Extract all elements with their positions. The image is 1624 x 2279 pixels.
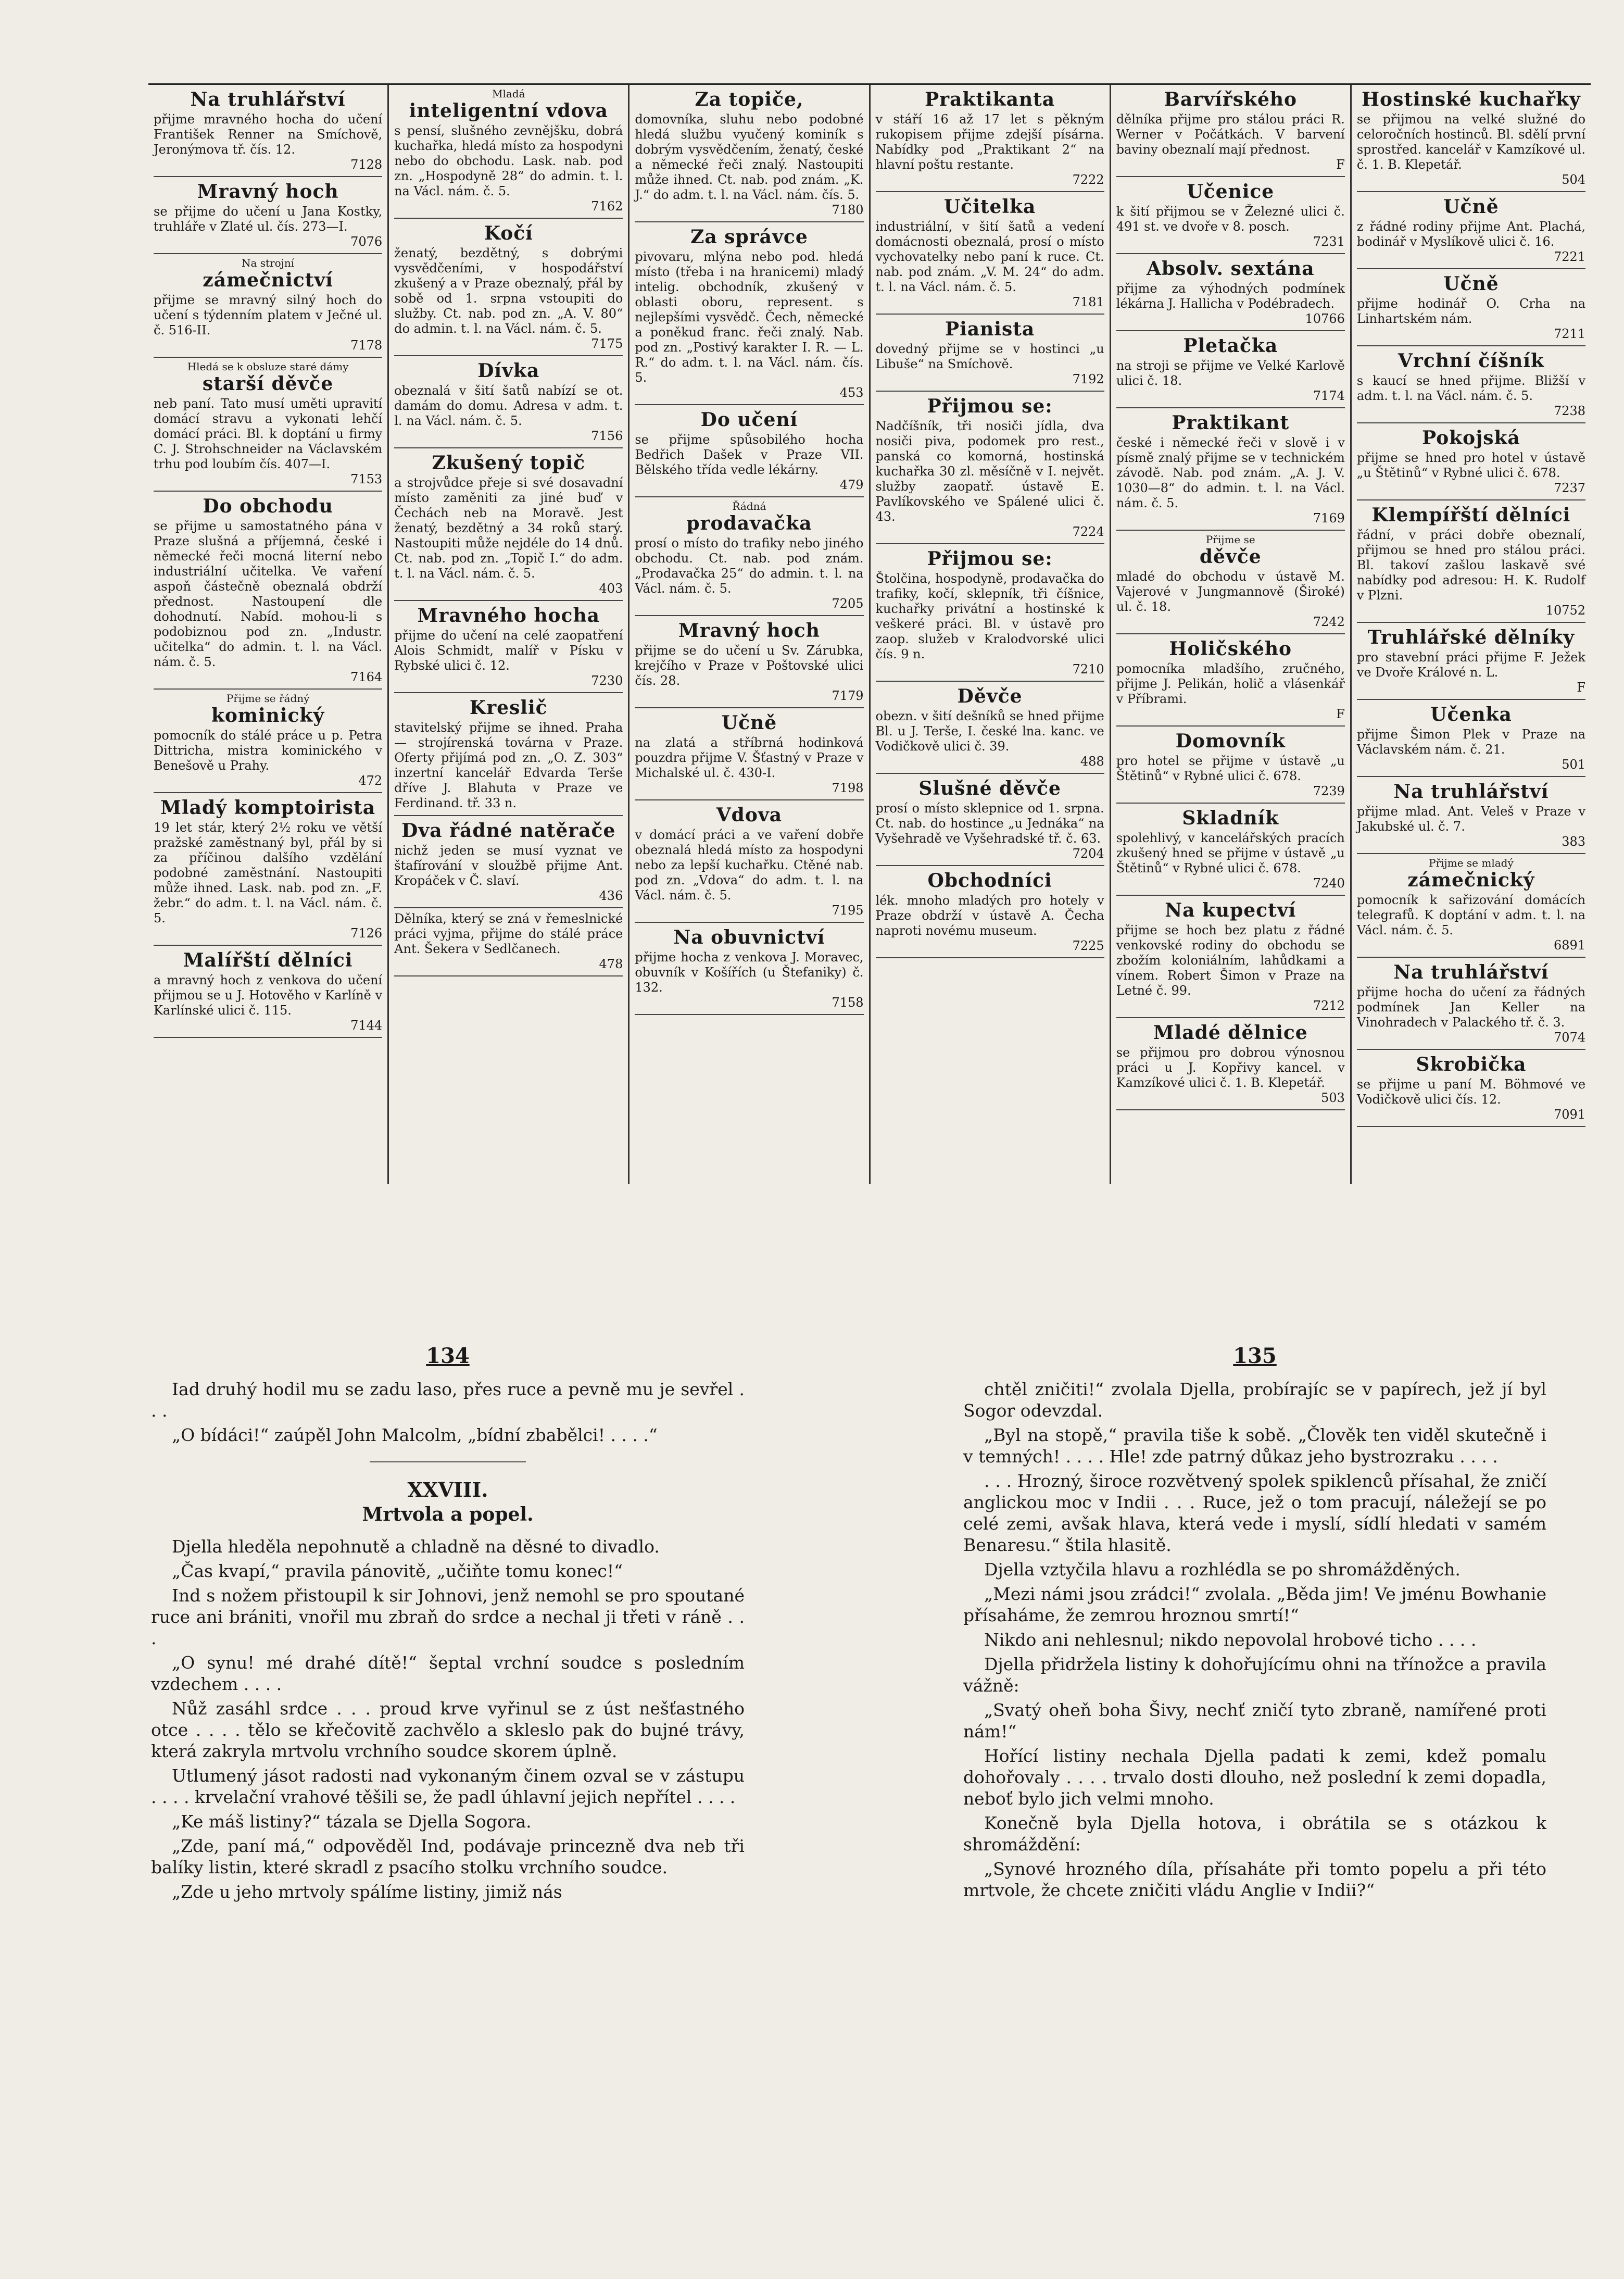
ad-code: 436 [599,888,623,903]
book-paragraph: „Synové hrozného díla, přísaháte při tomto popelu a při této mrtvole, že chcete zničiti vládu Anglie v Indii?“ [963,1859,1546,1900]
ad-prefix: Mladá [492,87,525,100]
book-paragraph: „Byl na stopě,“ pravila tiše k sobě. „Člověk ten viděl skutečně i v temných! . . . . Hle! zde patrný důkaz jeho bystrozraku . . . . [963,1425,1546,1467]
classified-ad [876,682,1104,774]
ad-text: přijme za výhodných podmínek lékárna J. Hallicha v Podébradech. [1116,281,1345,311]
ad-title: Holičského [1169,638,1292,660]
ad-text: přijme hocha do učení za řádných podmínek Jan Keller na Vinohradech v Palackého tř. č. 3. [1356,985,1586,1030]
ad-code: 383 [1562,834,1586,849]
ad-title: Praktikant [1172,412,1290,434]
classified-ad [635,616,863,708]
ad-text: obeznalá v šití šatů nabízí se ot. damám do domu. Adresa v adm. t. l. na Václ. nám. č. 5. [394,383,623,428]
classified-ad [394,219,623,356]
classified-ad [1116,85,1345,177]
ad-text: přijme mlad. Ant. Veleš v Praze v Jakubské ul. č. 7. [1356,804,1586,834]
ad-text: pomocník do stálé práce u p. Petra Dittricha, mistra kominického v Benešově u Prahy. [154,728,383,773]
left-paragraphs-before [151,1379,745,1446]
book-page-right [963,1344,1546,2229]
ad-text: z řádné rodiny přijme Ant. Plachá, bodinář v Myslíkově ulici č. 16. [1356,219,1586,249]
ad-code: 7239 [1313,784,1345,798]
ad-title: Za správce [690,226,808,248]
ad-code: 7230 [591,673,623,688]
classified-ad [1116,727,1345,804]
ad-text: v stáří 16 až 17 let s pěkným rukopisem přijme zdejší písárna. Nabídky pod „Praktikant 2“ na hlavní poštu restante. [875,112,1104,172]
ad-text: dělníka přijme pro stálou práci R. Werner v Počátkách. V barvení baviny obeznalí mají přednost. [1116,112,1345,157]
ad-text: ženatý, bezdětný, s dobrými vysvědčeními, v hospodářství zkušený a v Praze obeznalý, přál by sobě od 1. srpna vstoupiti do služby. Ct. nab. pod zn. „A. V. 80“ do admin. t. l. na Václ. nám. č. 5. [394,246,623,336]
classified-ad [1357,777,1585,854]
ad-title: Učenka [1430,704,1512,725]
chapter-title: Mrtvola a popel. [362,1504,534,1525]
book-paragraph: Djella hleděla nepohnutě a chladně na děsné to divadlo. [172,1536,660,1557]
left-paragraphs-after [151,1536,745,1902]
ad-code: 7238 [1553,404,1586,418]
classified-ad [154,177,382,254]
ad-text: stavitelský přijme se ihned. Praha — strojírenská továrna v Praze. Oferty přijímá pod zn. „O. Z. 303“ inzertní kancelář Edvarda Terše dříve J. Blahuta v Praze ve Ferdinand. tř. 33 n. [394,720,623,810]
classified-ad [635,405,863,497]
ad-text: neb paní. Tato musí uměti upravití domácí stravu a vykonati lehčí domácí práci. Bl. k doptání u firmy C. J. Strohschneider na Václavském trhu pod loubím čís. 407—I. [154,396,383,471]
ads-column [389,85,630,1184]
ad-title: Skladník [1182,807,1279,829]
ad-text: spolehlivý, v kancelářských pracích zkušený hned se přijme v ústavě „u Štětinů“ v Rybné ulici č. 678. [1116,831,1345,875]
classified-ad [876,192,1104,315]
classified-ad [1116,634,1345,727]
ad-title: Mravný hoch [678,620,820,642]
book-paragraph: Ind s nožem přistoupil k sir Johnovi, jenž nemohl se pro spoutané ruce ani brániti, vnořil mu zbraň do srdce a nechal ji třeti v ráně . . . [151,1585,745,1648]
ad-text: na stroji se přijme ve Velké Karlově ulici č. 18. [1116,358,1345,388]
ad-text: s pensí, slušného zevnějšku, dobrá kuchařka, hledá místo za hospodyni nebo do obchodu. Lask. nab. pod zn. „Hospodyně 28“ do admin. t. l. na Václ. nám. č. 5. [394,123,623,198]
ad-title: Obchodníci [927,870,1052,892]
ad-code: 7198 [832,781,864,795]
classified-ad [1357,192,1585,269]
ads-column [1111,85,1352,1184]
right-paragraphs [963,1379,1546,1901]
ad-text: se přijme u samostatného pána v Praze slušná a příjemná, české i německé řeči mocná literní nebo industriální učitelka. Ve vaření aspoň částečně obeznalá obdrží přednost. Nastoupení dle dohodnutí. Nabíd. mohou-li s podobiznou pod zn. „Industr. učitelka“ do admin. t. l. na Václ. nám. č. 5. [154,519,383,669]
classified-ad [1357,85,1585,192]
classified-ad [1357,423,1585,500]
book-paragraph: Hořící listiny nechala Djella padati k zemi, kdež pomalu dohořovaly . . . . trvalo dosti dlouho, než poslední k zemi dopadla, neboť bylo jich velmi mnoho. [963,1746,1546,1809]
ad-title: Na kupectví [1165,899,1296,921]
classified-ad [876,544,1104,682]
book-paragraph: „Ke máš listiny?“ tázala se Djella Sogora. [172,1811,532,1832]
ad-code: 7237 [1553,481,1586,495]
classified-ad [154,492,382,690]
ad-text: přijme hocha z venkova J. Moravec, obuvník v Košířích (u Štefaniky) č. 132. [635,950,864,995]
classified-ad [154,254,382,358]
classified-ad [876,315,1104,392]
classified-ad [154,85,382,177]
page-number-right: 135 [1233,1344,1277,1368]
ad-title: Vrchní číšník [1398,350,1544,372]
ad-code: 7074 [1553,1030,1586,1045]
book-paragraph: „Mezi námi jsou zrádci!“ zvolala. „Běda jim! Ve jménu Bowhanie přísaháme, že zemrou hroznou smrtí!“ [963,1584,1546,1625]
ad-text: v domácí práci a ve vaření dobře obeznalá hledá místo za hospodyni nebo za lepší kuchařku. Ctěné nab. pod zn. „Vdova“ do adm. t. l. na Václ. nám. č. 5. [635,828,864,903]
book-paragraph: Nikdo ani nehlesnul; nikdo nepovolal hrobové ticho . . . . [984,1630,1477,1650]
ad-text: na zlatá a stříbrná hodinková pouzdra přijme V. Šťastný v Praze v Michalské ul. č. 430-I. [635,735,864,780]
ad-text: se přijme u paní M. Böhmové ve Vodičkově ulici čís. 12. [1356,1077,1586,1107]
classified-ad [1357,346,1585,423]
ad-code: F [1336,157,1345,172]
ad-title: Přijmou se: [927,395,1053,417]
ad-code: 7162 [591,199,623,214]
ad-text: přijme se mravný silný hoch do učení s týdenním platem v Ječné ul. č. 516-II. [154,293,383,337]
ad-code: 488 [1080,754,1104,769]
ad-code: 7169 [1313,511,1345,525]
ad-text: pomocník k sařizování domácích telegrafů. K doptání v adm. t. l. na Václ. nám. č. 5. [1356,893,1586,937]
classified-ad [1116,331,1345,408]
ad-code: 7091 [1553,1107,1586,1122]
ad-code: F [1577,680,1586,695]
ad-title: zámečnictví [203,269,333,291]
ad-prefix: Přijme se řádný [226,692,310,705]
ad-text: přijme se do učení u Sv. Zárubka, krejčího v Praze v Poštovské ulici čís. 28. [635,643,864,688]
ad-code: 7180 [832,203,864,217]
ad-text: Štolčina, hospodyně, prodavačka do trafiky, kočí, sklepník, tři číšnice, kuchařky privátní a hostinské k veškeré práci. Bl. v ústavě pro zaop. služeb v Kralodvorské ulici čís. 9 n. [875,571,1104,661]
ad-title: Učenice [1187,181,1275,203]
ad-title: prodavačka [686,512,812,534]
ad-code: 472 [358,773,383,788]
ad-text: industriální, v šití šatů a vedení domácnosti obeznalá, prosí o místo vychovatelky nebo paní k ruce. Ct. nab. pod znám. „V. M. 24“ do adm. t. l. na Václ. nám. č. 5. [875,219,1104,294]
ad-text: přijme se hoch bez platu z řádné venkovské rodiny do obchodu se zbožím koloniálním, lahůdkami a vínem. Robert Šimon v Praze na Letné č. 99. [1116,923,1345,998]
ad-text: přijme se hned pro hotel v ústavě „u Štětinů“ v Rybné ulici č. 678. [1356,450,1586,480]
ad-title: Mladé dělnice [1153,1022,1308,1044]
book-paragraph: Djella přidržela listiny k dohořujícímu ohni na třínožce a pravila vážně: [963,1654,1546,1696]
ad-title: Zkušený topič [432,452,586,474]
classified-ad [876,774,1104,866]
page-number-left: 134 [426,1344,470,1368]
ad-prefix: Hledá se k obsluze staré dámy [187,360,349,373]
ads-column [148,85,389,1184]
ad-text: nichž jeden se musí vyznat ve štafírování v sloužbě přijme Ant. Kropáček v Č. slaví. [394,843,623,888]
ad-text: dovedný přijme se v hostinci „u Libuše“ na Smíchově. [875,342,1104,371]
classified-ad [1357,854,1585,958]
classified-ad [1357,500,1585,623]
ad-code: 504 [1562,172,1586,187]
classified-ad [1357,269,1585,346]
ad-title: Pianista [945,318,1035,340]
classified-ad [635,708,863,800]
ad-code: 7231 [1313,234,1345,249]
classified-ad [1357,623,1585,700]
ad-prefix: Řádná [732,500,766,512]
ad-text: pro hotel se přijme v ústavě „u Štětinů“ v Rybné ulici č. 678. [1116,754,1345,783]
ad-text: řádní, v práci dobře obeznalí, přijmou se hned pro stálou práci. Bl. takoví zašlou laskavě své nabídky pod adresou: H. K. Rudolf v Plzni. [1356,528,1586,603]
ad-code: 10752 [1545,603,1586,618]
classified-ad [876,866,1104,958]
ad-code: 7205 [832,596,864,611]
ad-prefix: Na strojní [242,257,295,269]
ad-title: starší děvče [202,373,334,395]
ad-title: Pletačka [1183,335,1278,357]
ad-title: Mravný hoch [197,181,339,203]
classified-ad [635,800,863,923]
ad-title: Vdova [716,804,783,826]
book-paragraph: „Zde u jeho mrtvoly spálíme listiny, jimiž nás [172,1882,562,1902]
ad-code: 7181 [1072,295,1104,309]
ad-code: F [1336,707,1345,721]
ad-code: 7240 [1313,876,1345,891]
ad-title: inteligentní vdova [409,100,608,122]
ad-text: pro stavební práci přijme F. Ježek ve Dvoře Králové n. L. [1356,650,1586,680]
ad-title: Truhlářské dělníky [1367,627,1575,648]
classified-ad [154,690,382,793]
ad-code: 479 [839,478,864,492]
book-paragraph: „O bídáci!“ zaúpěl John Malcolm, „bídní zbabělci! . . . .“ [172,1425,658,1445]
classified-ad [1116,896,1345,1018]
classified-ad [635,85,863,222]
classified-ad [154,793,382,946]
ad-title: Na truhlářství [1393,961,1549,983]
classified-ads-section [148,83,1591,1184]
book-paragraph: Nůž zasáhl srdce . . . proud krve vyřinul se z úst nešťastného otce . . . . tělo se křečovitě zachvělo a skleslo pak do bujné trávy, která zakryla mrtvolu vrchního soudce skorem úplně. [151,1698,745,1761]
ad-title: Na obuvnictví [673,926,825,948]
classified-ad [1357,700,1585,777]
classified-ad [635,497,863,616]
ad-code: 453 [839,385,864,400]
ad-title: Malířští dělníci [183,949,353,971]
ad-title: Do obchodu [203,495,333,517]
classified-ad [394,356,623,448]
ad-title: Děvče [957,685,1023,707]
classified-ad [154,946,382,1038]
classified-ad [1116,1018,1345,1110]
ad-code: 503 [1321,1091,1345,1105]
ad-text: obezn. v šití dešníků se hned přijme Bl. u J. Terše, I. české lna. kanc. ve Vodičkově ulici č. 39. [875,709,1104,754]
ad-title: Klempířští dělníci [1371,504,1571,526]
ad-title: kominický [211,705,325,727]
ad-code: 7224 [1072,524,1104,539]
ad-text: 19 let stár, který 2½ roku ve větší pražské zaměstnaný byl, přál by si za příčinou dalšího vzdělání podobné zaměstnání. Nastoupiti může ihned. Lask. nab. pod zn. „F. žebr.“ do adm. t. l. na Václ. nám. č. 5. [154,820,383,925]
ad-title: Domovník [1175,730,1286,752]
ad-text: a mravný hoch z venkova do učení přijmou se u J. Hotověho v Karlíně v Karlínské ulici č. 115. [154,973,383,1018]
ad-text: prosí o místo sklepnice od 1. srpna. Ct. nab. do hostince „u Jednáka“ na Vyšehradě ve Vyšehradské tř. č. 63. [875,801,1104,846]
ad-text: prosí o místo do trafiky nebo jiného obchodu. Ct. nab. pod znám. „Prodavačka 25“ do admin. t. l. na Václ. nám. č. 5. [635,536,864,596]
ad-code: 501 [1562,757,1586,772]
classified-ad [394,693,623,816]
ad-title: Absolv. sextána [1147,258,1315,280]
ad-title: Slušné děvče [918,778,1061,799]
ad-title: Skrobička [1416,1054,1527,1075]
ad-title: Barvířského [1164,89,1298,110]
classified-ad [394,908,623,976]
classified-ad [635,222,863,405]
classified-ad [1357,958,1585,1050]
book-paragraph: chtěl zničiti!“ zvolala Djella, probírajíc se v papírech, jež jí byl Sogor odevzdal. [963,1379,1546,1421]
ad-code: 7076 [350,234,383,249]
classified-ad [876,85,1104,192]
book-paragraph: „Zde, paní má,“ odpověděl Ind, podávaje princezně dva neb tři balíky listin, které skradl z psacího stolku vrchního soudce. [151,1836,745,1877]
classified-ad [635,923,863,1015]
ad-text: k šití přijmou se v Železné ulici č. 491 st. ve dvoře v 8. posch. [1116,204,1345,234]
ad-code: 7174 [1313,389,1345,403]
ad-code: 7195 [832,903,864,918]
ad-title: Na truhlářství [1393,781,1549,803]
ad-code: 7225 [1072,938,1104,953]
ad-code: 7242 [1313,615,1345,629]
book-paragraph: „Čas kvapí,“ pravila pánovitě, „učiňte tomu konec!“ [172,1561,623,1581]
ad-prefix: Přijme se [1205,533,1255,546]
ad-code: 7211 [1553,327,1586,341]
ad-title: Za topiče, [695,89,804,110]
ad-text: pomocníka mladšího, zručného, přijme J. Pelikán, holič a vlásenkář v Příbrami. [1116,661,1345,706]
classified-ad [394,448,623,601]
classified-ad [1116,804,1345,896]
ad-code: 7210 [1072,662,1104,677]
ad-title: Pokojská [1422,427,1520,449]
ad-code: 7221 [1553,249,1586,264]
ad-code: 478 [599,957,623,971]
ad-title: Učně [1443,196,1499,218]
classified-ad [1116,531,1345,634]
ad-text: přijme do učení na celé zaopatření Alois Schmidt, malíř v Písku v Rybské ulici č. 12. [394,628,623,673]
ad-title: Učně [721,712,777,734]
ad-text: a strojvůdce přeje si své dosavadní místo zaměniti za jiné buď v Čechách neb na Moravě. Jest ženatý, bezdětný a 34 roků starý. Nastoupiti může nejdéle do 14 dnů. Ct. nab. pod zn. „Topič I.“ do adm. t. l. na Václ. nám. č. 5. [394,475,623,581]
classified-ad [154,358,382,492]
ad-code: 7222 [1072,172,1104,187]
ad-code: 7126 [350,926,383,941]
classified-ad [394,601,623,693]
ad-text: lék. mnoho mladých pro hotely v Praze obdrží v ústavě A. Čecha naproti novému museum. [875,893,1104,938]
ad-title: Mravného hocha [417,605,600,627]
ad-title: Kreslič [469,697,548,719]
book-paragraph: Utlumený jásot radosti nad vykonaným činem ozval se v zástupu . . . . krvelační vrahové těšili se, že padl úhlavní jejich nepřítel . . . . [151,1765,745,1807]
ad-title: děvče [1199,546,1262,568]
ad-code: 7204 [1072,846,1104,861]
book-paragraph: Djella vztyčila hlavu a rozhlédla se po shromážděných. [984,1559,1461,1580]
ad-text: Nadčíšník, tři nosiči jídla, dva nosiči piva, podomek pro rest., panská co komorná, hostinská kuchařka 30 zl. měsíčně v I. největ. služby zaopatř. ústavě E. Pavlíkovského ve Spálené ulici č. 43. [875,419,1104,524]
ad-code: 7164 [350,670,383,684]
ad-title: Učitelka [943,196,1036,218]
ad-text: české i německé řeči v slově i v písmě znalý přijme se v technickém závodě. Nab. pod znám. „A. J. V. 1030—8“ do admin. t. l. na Václ. nám. č. 5. [1116,435,1345,510]
ad-code: 403 [599,581,623,596]
ad-title: Hostinské kuchařky [1362,89,1581,110]
ad-code: 7128 [350,157,383,172]
ad-text: pivovaru, mlýna nebo pod. hledá místo (třeba i na hranicemi) mladý intelig. obchodník, zkušený v oblasti oboru, represent. s nejlepšími vysvědč. Čech, německé a poněkud franc. řeči znalý. Nab. pod zn. „Postivý karakter I. R. — L. R.“ do adm. t. l. na Václ. nám. čís. 5. [635,249,864,385]
ad-text: přijme hodinář O. Crha na Linhartském nám. [1356,296,1586,326]
ad-text: domovníka, sluhu nebo podobné hledá službu vyučený kominík s dobrým vysvědčením, ženatý, české a německé řeči znalý. Nastoupiti může ihned. Ct. nab. pod znám. „K. J.“ do adm. t. l. na Václ. nám. čís. 5. [635,112,864,202]
ads-column [871,85,1111,1184]
ad-text: Dělníka, který se zná v řemeslnické práci vyjma, přijme do stálé práce Ant. Šekera v Sedlčanech. [394,911,623,956]
book-paragraph: „Svatý oheň boha Šivy, nechť zničí tyto zbraně, namířené proti nám!“ [963,1700,1546,1742]
ad-code: 6891 [1553,938,1586,953]
ad-text: mladé do obchodu v ústavě M. Vajerové v Jungmannově (Široké) ul. č. 18. [1116,569,1345,614]
ad-code: 7158 [832,995,864,1010]
classified-ad [394,85,623,219]
classified-ad [1357,1050,1585,1127]
ads-column [1352,85,1591,1184]
ad-text: s kaucí se hned přijme. Bližší v adm. t. l. na Václ. nám. č. 5. [1356,373,1586,403]
ad-text: se přijmou pro dobrou výnosnou práci u J. Kopřivy kancel. v Kamzíkové ulici č. 1. B. Klepetář. [1116,1045,1345,1090]
ad-code: 10766 [1305,311,1345,326]
classified-ad [1116,254,1345,331]
ad-code: 7153 [350,472,383,486]
ad-title: Učně [1443,273,1499,295]
ad-title: Mladý komptoirista [160,797,376,819]
ad-title: zámečnický [1407,869,1535,891]
ad-title: Dívka [477,360,540,382]
chapter-number: XXVIII. [407,1478,488,1501]
book-paragraph: . . . Hrozný, široce rozvětvený spolek spiklenců přísahal, že zničí anglickou moc v Indii . . . Ruce, jež o tom pracují, náležejí se po celé zemi, avšak hlava, která vede i myslí, sídlí hledati v samém Benaresu.“ štila hlasitě. [963,1471,1546,1555]
ad-title: Do učení [700,409,798,431]
classified-ad [394,816,623,908]
ad-code: 7178 [350,338,383,353]
classified-ad [876,392,1104,544]
ad-text: se přijmou na velké služné do celoročních hostinců. Bl. sdělí první sprostřed. kancelář v Kamzíkové ul. č. 1. B. Klepetář. [1356,112,1586,172]
ad-code: 7192 [1072,372,1104,386]
ad-text: se přijme do učení u Jana Kostky, truhláře v Zlaté ul. čís. 273—I. [154,204,383,234]
ad-text: přijme mravného hocha do učení František Renner na Smíchově, Jeronýmova tř. čís. 12. [154,112,383,157]
ad-title: Praktikanta [925,89,1055,110]
ad-text: přijme Šimon Plek v Praze na Václavském nám. č. 21. [1356,727,1586,757]
ad-title: Kočí [484,222,533,244]
book-paragraph: „O synu! mé drahé dítě!“ šeptal vrchní soudce s posledním vzdechem . . . . [151,1652,745,1694]
ad-text: se přijme spůsobilého hocha Bedřich Dašek v Praze VII. Bělského třída vedle lékárny. [635,432,864,477]
classified-ad [1116,177,1345,254]
book-paragraph: Konečně byla Djella hotova, i obrátila se s otázkou k shromáždění: [963,1813,1546,1855]
ad-title: Přijmou se: [927,548,1053,570]
ad-code: 7144 [350,1018,383,1033]
ad-title: Dva řádné natěrače [401,820,616,842]
ad-title: Na truhlářství [190,89,346,110]
book-paragraph: Iad druhý hodil mu se zadu laso, přes ruce a pevně mu je sevřel . . . [151,1379,745,1421]
ad-code: 7175 [591,336,623,351]
ads-column [630,85,870,1184]
classified-ad [1116,408,1345,531]
ad-code: 7212 [1313,998,1345,1013]
book-page-left [151,1344,745,2229]
section-divider [370,1461,526,1462]
ad-code: 7156 [591,429,623,443]
ad-code: 7179 [832,688,864,703]
ad-prefix: Přijme se mladý [1429,857,1514,869]
